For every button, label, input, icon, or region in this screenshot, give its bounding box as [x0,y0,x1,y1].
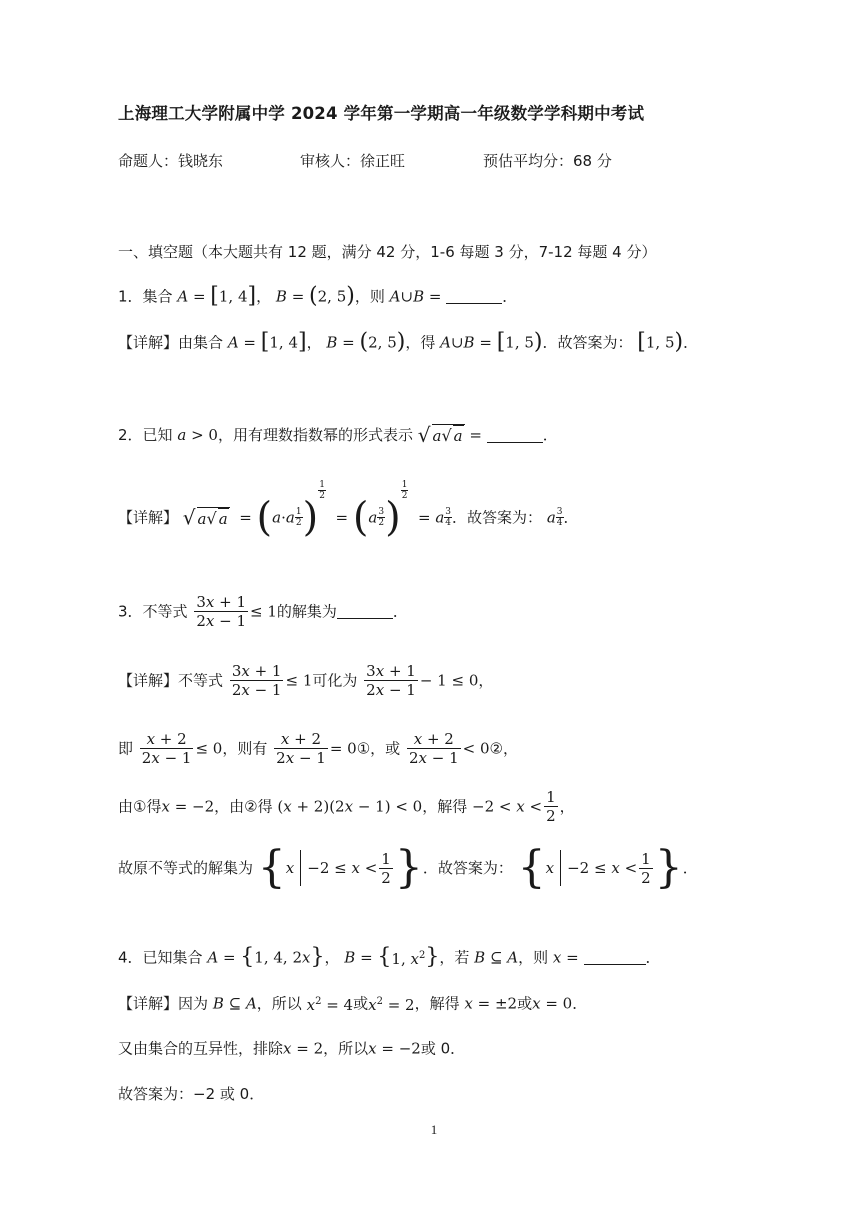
question-4: 4．已知集合 A = {1, 4, 2x}， B = {1, $x^2$}，若 B ⊆ A，则 x = ． [118,944,661,970]
solution-3-line-2: 即 $\frac{x + 2}{2x - 1}$ ≤ 0，则有 $\frac{x + 2}{2x - 1}$ = 0①，或 $\frac{x + 2}{2x - 1}$ < 0②， [118,730,518,767]
question-2: 2．已知 a > 0，用有理数指数幂的形式表示 √ a√ a = ． [118,423,558,447]
question-3: 3．不等式 $\frac{3x + 1}{2x - 1}$ ≤ 1的解集为 ． [118,593,408,630]
question-1: 1．集合 A = [1, 4]， B = (2, 5)，则 A∪B = ． [118,283,518,309]
exam-meta [118,150,612,171]
solution-3-line-1: 【详解】不等式 $\frac{3x + 1}{2x - 1}$ ≤ 1可化为 $\frac{3x + 1}{2x - 1}$ − 1 ≤ 0， [118,662,494,699]
solution-3-line-3: 由①得x = −2，由②得 (x + 2)(2x − 1) < 0，解得 −2 < x < $\frac{1}{2}$ ， [118,788,575,825]
exam-title: 上海理工大学附属中学 2024 学年第一学期高一年级数学学科期中考试 [118,104,645,123]
solution-4-line-2: 又由集合的互异性，排除x = 2，所以x = −2或 0． [118,1039,466,1058]
solution-1: 【详解】由集合 A = [1, 4]， B = (2, 5)，得 A∪B = [1, 5)．故答案为： [1, 5)． [118,329,699,355]
answer-blank [584,950,646,965]
average-score: 预估平均分：68 分 [483,151,612,170]
page-number: 1 [430,1122,438,1137]
setter: 命题人：钱晓东 [118,151,224,170]
answer-blank [337,604,393,619]
solution-4-line-3: 故答案为：−2 或 0． [118,1085,265,1103]
answer-blank [446,289,502,304]
solution-4-line-1: 【详解】因为 B ⊆ A，所以 $x^2 = 4$或$x^2 = 2$，解得 x = ±2或x = 0． [118,994,588,1014]
section-heading: 一、填空题（本大题共有 12 题，满分 42 分，1-6 每题 3 分，7-12 每题 4 分） [118,243,657,261]
reviewer: 审核人：徐正旺 [300,151,406,170]
solution-2: 【详解】 √ a√ a = (a·a $\frac{1}{2}$ ) $\frac{1}{2}$ = (a $\frac{3}{2}$ ) $\frac{1}{2}$ = a $\frac{3}{4}$ ．故答案为： a $\frac{3}{4}$ ． [118,480,579,541]
answer-blank [487,428,543,443]
solution-3-line-4: 故原不等式的解集为 {x −2 ≤ x < $\frac{1}{2}$ }．故答案为： {x −2 ≤ x < $\frac{1}{2}$ }． [118,842,698,893]
